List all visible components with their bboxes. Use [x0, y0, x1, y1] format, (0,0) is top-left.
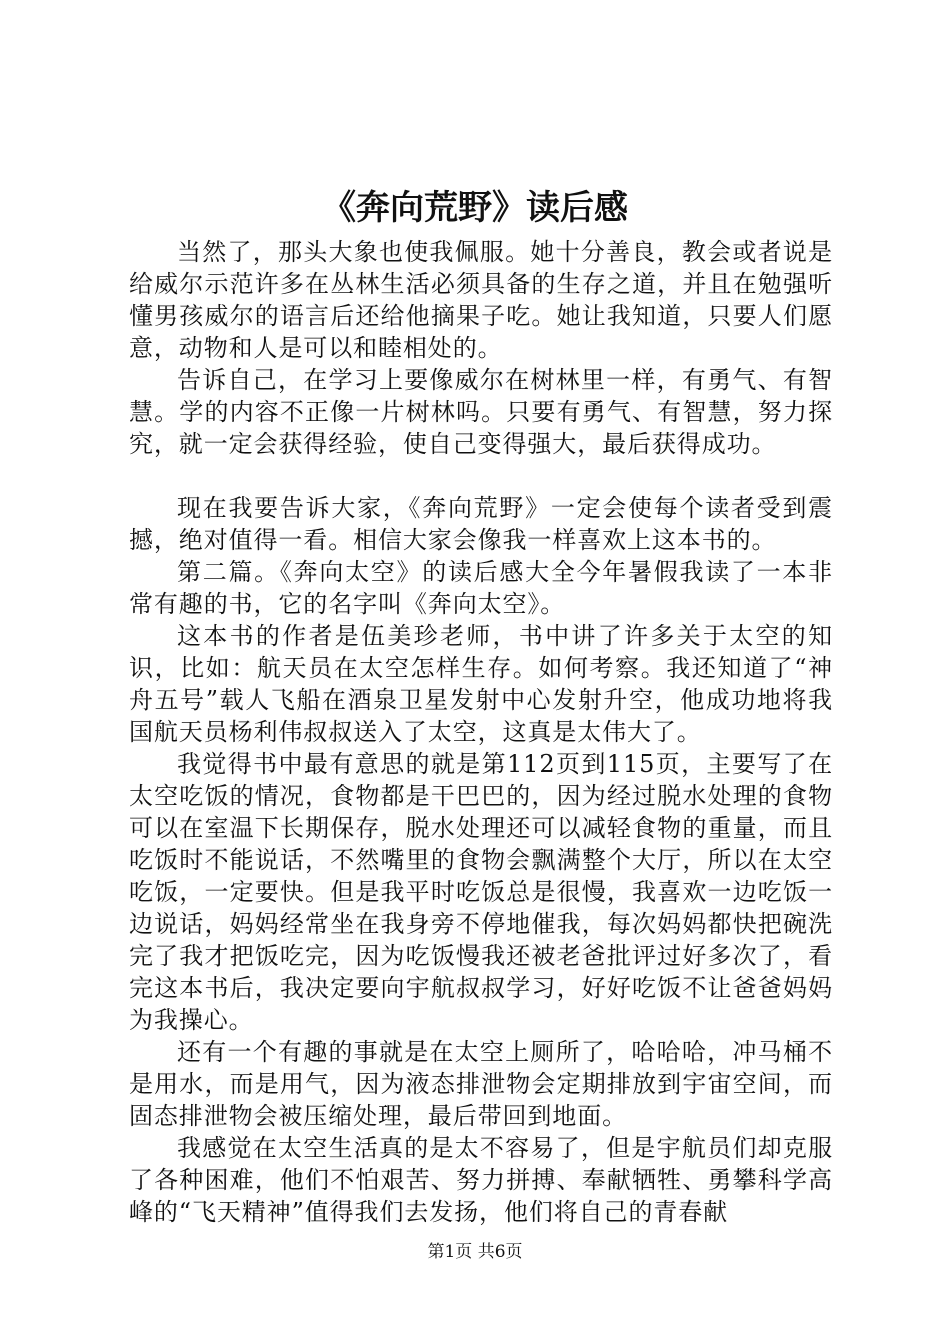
document-title: 《奔向荒野》读后感	[322, 188, 628, 228]
paragraph: 还有一个有趣的事就是在太空上厕所了，哈哈哈，冲马桶不是用水，而是用气，因为液态排泄物会定期排放到宇宙空间，而固态排泄物会被压缩处理，最后带回到地面。	[129, 1038, 833, 1130]
document-body	[129, 236, 833, 1228]
paragraph: 这本书的作者是伍美珍老师，书中讲了许多关于太空的知识，比如：航天员在太空怎样生存。如何考察。我还知道了“神舟五号”载人飞船在酒泉卫星发射中心发射升空，他成功地将我国航天员杨利伟叔叔送入了太空，这真是太伟大了。	[129, 622, 833, 746]
paragraph-gap	[129, 460, 833, 492]
paragraph: 告诉自己，在学习上要像威尔在树林里一样，有勇气、有智慧。学的内容不正像一片树林吗。只要有勇气、有智慧，努力探究，就一定会获得经验，使自己变得强大，最后获得成功。	[129, 366, 833, 458]
paragraph: 第二篇。《奔向太空》的读后感大全今年暑假我读了一本非常有趣的书，它的名字叫《奔向太空》。	[129, 558, 833, 618]
paragraph: 我觉得书中最有意思的就是第112页到115页，主要写了在太空吃饭的情况，食物都是干巴巴的，因为经过脱水处理的食物可以在室温下长期保存，脱水处理还可以减轻食物的重量，而且吃饭时不能说话，不然嘴里的食物会飘满整个大厅，所以在太空吃饭，一定要快。但是我平时吃饭总是很慢，我喜欢一边吃饭一边说话，妈妈经常坐在我身旁不停地催我，每次妈妈都快把碗洗完了我才把饭吃完，因为吃饭慢我还被老爸批评过好多次了，看完这本书后，我决定要向宇航叔叔学习，好好吃饭不让爸爸妈妈为我操心。	[129, 750, 833, 1034]
paragraph: 现在我要告诉大家，《奔向荒野》一定会使每个读者受到震撼，绝对值得一看。相信大家会像我一样喜欢上这本书的。	[129, 494, 833, 554]
paragraph: 当然了，那头大象也使我佩服。她十分善良，教会或者说是给威尔示范许多在丛林生活必须具备的生存之道，并且在勉强听懂男孩威尔的语言后还给他摘果子吃。她让我知道，只要人们愿意，动物和人是可以和睦相处的。	[129, 238, 833, 362]
page-footer: 第1页 共6页	[427, 1242, 523, 1262]
paragraph: 我感觉在太空生活真的是太不容易了，但是宇航员们却克服了各种困难，他们不怕艰苦、努力拼搏、奉献牺牲、勇攀科学高峰的“飞天精神”值得我们去发扬，他们将自己的青春献	[129, 1134, 833, 1226]
